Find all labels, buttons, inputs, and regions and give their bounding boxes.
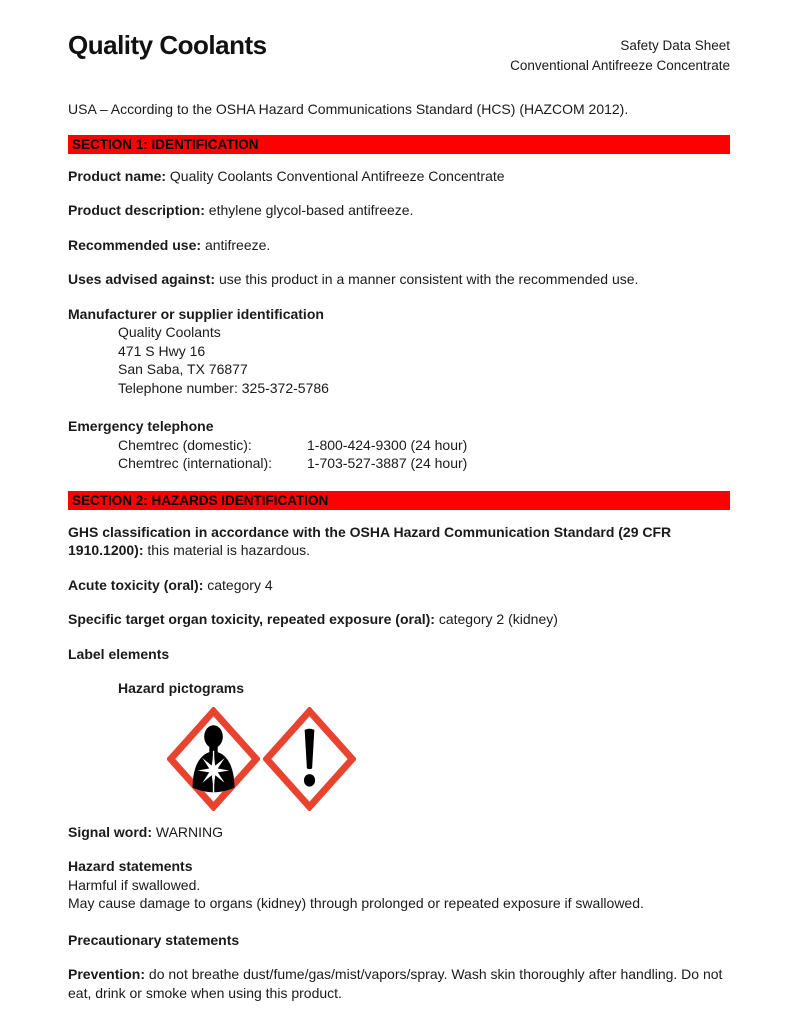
ghs-exclamation-mark-icon [263, 707, 356, 811]
emergency-label: Chemtrec (international): [118, 455, 273, 471]
manufacturer-heading: Manufacturer or supplier identification [68, 305, 324, 322]
document-header [68, 30, 730, 76]
field-value: ethylene glycol-based antifreeze. [208, 202, 414, 218]
hazard-statements-heading: Hazard statements [68, 858, 193, 874]
doc-type: Safety Data Sheet [620, 38, 730, 53]
field-label: Prevention: [68, 966, 146, 982]
health-hazard-crack [213, 750, 214, 765]
field-product-description [68, 201, 730, 220]
signal-word [68, 823, 730, 842]
manufacturer-phone: Telephone number: 325-372-5786 [118, 379, 329, 396]
prevention-statement [68, 965, 730, 1002]
field-value: category 4 [207, 576, 273, 593]
label-elements-heading: Label elements [68, 645, 170, 662]
field-label: Recommended use: [68, 236, 202, 253]
manufacturer-city: San Saba, TX 76877 [118, 361, 248, 377]
field-label: Specific target organ toxicity, repeated exposure (oral): [68, 611, 435, 627]
emergency-number: 1-703-527-3887 (24 hour) [307, 455, 468, 471]
field-value: antifreeze. [204, 236, 271, 253]
emergency-row-international [118, 454, 730, 473]
health-hazard-crack [213, 775, 214, 792]
emergency-telephone-block [68, 417, 730, 473]
section-1-banner: SECTION 1: IDENTIFICATION [68, 135, 730, 154]
doc-subtitle: Conventional Antifreeze Concentrate [510, 58, 730, 73]
field-recommended-use [68, 236, 730, 255]
field-value: use this product in a manner consistent with the recommended use. [218, 271, 639, 287]
stot-repeated-exposure [68, 610, 730, 629]
field-value: this material is hazardous. [147, 542, 311, 558]
section-2-banner: SECTION 2: HAZARDS IDENTIFICATION [68, 491, 730, 510]
ghs-classification [68, 523, 730, 560]
field-label: Uses advised against: [68, 271, 216, 287]
field-label: GHS classification in accordance with the OSHA Hazard Communication Standard (29 CFR 1910.1200): [68, 523, 672, 558]
acute-toxicity [68, 576, 730, 595]
hazard-statements-block [68, 857, 730, 913]
hazard-statement: Harmful if swallowed. [68, 876, 201, 893]
ghs-health-hazard-icon [167, 707, 260, 811]
field-value: do not breathe dust/fume/gas/mist/vapors/spray. Wash skin thoroughly after handling. Do not eat, drink or smoke when using this product. [68, 966, 723, 1001]
manufacturer-name: Quality Coolants [118, 324, 221, 340]
emergency-heading: Emergency telephone [68, 418, 214, 434]
regulation-intro: USA – According to the OSHA Hazard Communications Standard (HCS) (HAZCOM 2012). [68, 101, 629, 117]
field-label: Signal word: [68, 823, 152, 840]
field-label: Product name: [68, 167, 167, 184]
emergency-number: 1-800-424-9300 (24 hour) [307, 436, 468, 453]
hazard-statement: May cause damage to organs (kidney) through prolonged or repeated exposure if swallowed. [68, 895, 644, 911]
precautionary-statements-heading: Precautionary statements [68, 931, 240, 948]
emergency-row-domestic [118, 436, 730, 455]
field-value: Quality Coolants Conventional Antifreeze Concentrate [169, 167, 505, 184]
field-value: WARNING [155, 823, 224, 840]
field-product-name [68, 167, 730, 186]
emergency-label: Chemtrec (domestic): [118, 436, 252, 453]
hazard-pictograms-row [167, 707, 730, 811]
field-uses-advised-against [68, 270, 730, 289]
hazard-pictograms-heading: Hazard pictograms [118, 680, 245, 696]
company-title: Quality Coolants [68, 30, 267, 60]
document-type-block [510, 30, 730, 76]
field-value: category 2 (kidney) [438, 611, 558, 627]
manufacturer-street: 471 S Hwy 16 [118, 342, 206, 359]
field-label: Product description: [68, 202, 205, 218]
manufacturer-block [68, 305, 730, 398]
field-label: Acute toxicity (oral): [68, 576, 204, 593]
